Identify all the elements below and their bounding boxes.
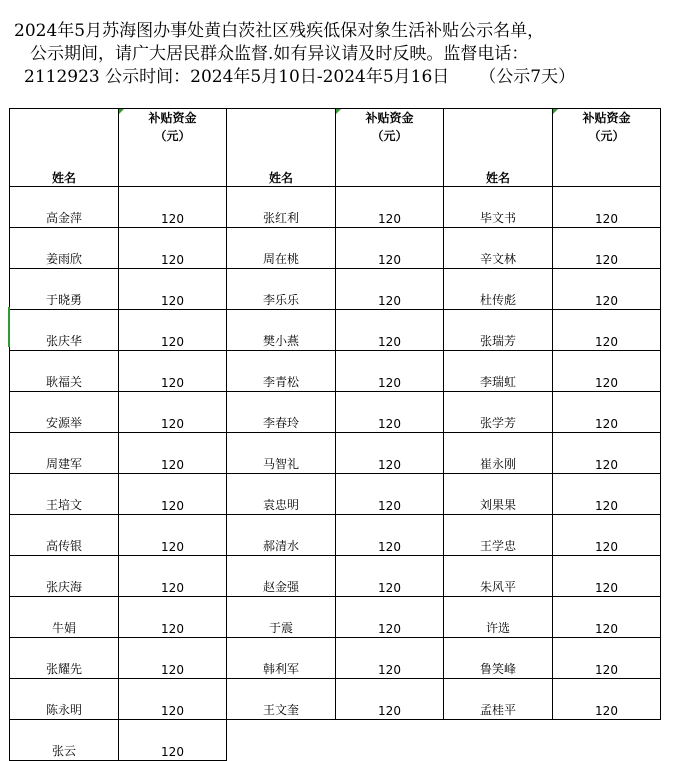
amount-cell[interactable]: 120 xyxy=(336,638,444,679)
row-selection-marker xyxy=(8,307,10,347)
name-cell[interactable]: 牛娟 xyxy=(10,597,119,638)
notice-line-2: 公示期间，请广大居民群众监督.如有异议请及时反映。监督电话： xyxy=(30,44,529,64)
name-cell[interactable]: 马智礼 xyxy=(227,433,336,474)
amount-cell[interactable]: 120 xyxy=(553,433,661,474)
publicity-duration: （公示7天） xyxy=(479,67,576,87)
name-cell[interactable]: 李瑞虹 xyxy=(444,351,553,392)
header-row xyxy=(10,109,661,187)
name-cell[interactable]: 李春玲 xyxy=(227,392,336,433)
empty-cell xyxy=(336,720,444,761)
name-cell[interactable]: 赵金强 xyxy=(227,556,336,597)
amount-cell[interactable]: 120 xyxy=(119,433,227,474)
amount-cell[interactable]: 120 xyxy=(119,187,227,228)
amount-cell[interactable]: 120 xyxy=(336,187,444,228)
name-cell[interactable]: 张耀先 xyxy=(10,638,119,679)
table-row xyxy=(10,597,661,638)
name-cell[interactable]: 王文奎 xyxy=(227,679,336,720)
table-row xyxy=(10,474,661,515)
amount-cell[interactable]: 120 xyxy=(119,638,227,679)
name-cell[interactable]: 毕文书 xyxy=(444,187,553,228)
table-row xyxy=(10,515,661,556)
amount-cell[interactable]: 120 xyxy=(336,433,444,474)
name-cell[interactable]: 周在桃 xyxy=(227,228,336,269)
amount-cell[interactable]: 120 xyxy=(553,187,661,228)
name-cell[interactable]: 杜传彪 xyxy=(444,269,553,310)
name-cell[interactable]: 郝清水 xyxy=(227,515,336,556)
empty-cell xyxy=(444,720,553,761)
name-header-3[interactable]: 姓名 xyxy=(444,109,553,187)
amount-cell[interactable]: 120 xyxy=(119,351,227,392)
amount-cell[interactable]: 120 xyxy=(119,269,227,310)
table-body xyxy=(10,187,661,761)
name-header-2[interactable]: 姓名 xyxy=(227,109,336,187)
amount-cell[interactable]: 120 xyxy=(119,720,227,761)
name-cell[interactable]: 张庆海 xyxy=(10,556,119,597)
table-row xyxy=(10,392,661,433)
name-cell[interactable]: 张红利 xyxy=(227,187,336,228)
table-row xyxy=(10,187,661,228)
name-cell[interactable]: 周建军 xyxy=(10,433,119,474)
table-row xyxy=(10,310,661,351)
amount-cell[interactable]: 120 xyxy=(336,310,444,351)
table-row xyxy=(10,351,661,392)
name-cell[interactable]: 朱风平 xyxy=(444,556,553,597)
name-cell[interactable]: 李青松 xyxy=(227,351,336,392)
name-cell[interactable]: 姜雨欣 xyxy=(10,228,119,269)
subsidy-table xyxy=(9,108,661,761)
empty-cell xyxy=(553,720,661,761)
name-cell[interactable]: 张学芳 xyxy=(444,392,553,433)
name-cell[interactable]: 孟桂平 xyxy=(444,679,553,720)
table-row xyxy=(10,720,661,761)
name-cell[interactable]: 袁忠明 xyxy=(227,474,336,515)
amount-cell[interactable]: 120 xyxy=(553,597,661,638)
name-cell[interactable]: 张瑞芳 xyxy=(444,310,553,351)
amount-cell[interactable]: 120 xyxy=(336,515,444,556)
amount-cell[interactable]: 120 xyxy=(336,392,444,433)
name-cell[interactable]: 安源举 xyxy=(10,392,119,433)
name-cell[interactable]: 高传银 xyxy=(10,515,119,556)
amount-cell[interactable]: 120 xyxy=(336,228,444,269)
name-cell[interactable]: 辛文林 xyxy=(444,228,553,269)
hotline-number: 2112923 xyxy=(24,67,100,87)
table-row xyxy=(10,679,661,720)
amount-cell[interactable]: 120 xyxy=(119,310,227,351)
comment-marker-icon xyxy=(119,109,124,114)
amount-cell[interactable]: 120 xyxy=(336,474,444,515)
amount-header-1[interactable]: 补贴资金 （元） xyxy=(119,109,227,187)
amount-cell[interactable]: 120 xyxy=(336,269,444,310)
name-cell[interactable]: 刘果果 xyxy=(444,474,553,515)
table-row xyxy=(10,433,661,474)
notice-line-3 xyxy=(14,66,684,89)
name-cell[interactable]: 王培文 xyxy=(10,474,119,515)
amount-cell[interactable]: 120 xyxy=(553,351,661,392)
amount-cell[interactable]: 120 xyxy=(119,679,227,720)
amount-header-2[interactable]: 补贴资金 （元） xyxy=(336,109,444,187)
amount-header-3[interactable]: 补贴资金 （元） xyxy=(553,109,661,187)
publicity-period: 公示时间：2024年5月10日-2024年5月16日 xyxy=(105,67,450,87)
amount-cell[interactable]: 120 xyxy=(119,474,227,515)
table-row xyxy=(10,638,661,679)
notice-line-1: 2024年5月苏海图办事处黄白茨社区残疾低保对象生活补贴公示名单， xyxy=(14,21,545,41)
amount-cell[interactable]: 120 xyxy=(553,228,661,269)
amount-cell[interactable]: 120 xyxy=(336,679,444,720)
name-header-1[interactable]: 姓名 xyxy=(10,109,119,187)
table-row xyxy=(10,556,661,597)
comment-marker-icon xyxy=(336,109,341,114)
amount-cell[interactable]: 120 xyxy=(336,556,444,597)
name-cell[interactable]: 于晓勇 xyxy=(10,269,119,310)
name-cell[interactable]: 耿福关 xyxy=(10,351,119,392)
name-cell[interactable]: 韩利军 xyxy=(227,638,336,679)
amount-cell[interactable]: 120 xyxy=(553,310,661,351)
amount-cell[interactable]: 120 xyxy=(553,556,661,597)
amount-cell[interactable]: 120 xyxy=(119,515,227,556)
amount-cell[interactable]: 120 xyxy=(119,228,227,269)
name-cell[interactable]: 张云 xyxy=(10,720,119,761)
amount-cell[interactable]: 120 xyxy=(553,679,661,720)
notice-text xyxy=(14,20,684,89)
name-cell[interactable]: 陈永明 xyxy=(10,679,119,720)
name-cell[interactable]: 樊小燕 xyxy=(227,310,336,351)
name-cell[interactable]: 崔永刚 xyxy=(444,433,553,474)
name-cell[interactable]: 高金萍 xyxy=(10,187,119,228)
name-cell[interactable]: 许选 xyxy=(444,597,553,638)
table-row xyxy=(10,228,661,269)
amount-cell[interactable]: 120 xyxy=(553,638,661,679)
empty-cell xyxy=(227,720,336,761)
amount-cell[interactable]: 120 xyxy=(119,597,227,638)
name-cell[interactable]: 张庆华 xyxy=(10,310,119,351)
table-row xyxy=(10,269,661,310)
amount-cell[interactable]: 120 xyxy=(336,351,444,392)
name-cell[interactable]: 李乐乐 xyxy=(227,269,336,310)
amount-cell[interactable]: 120 xyxy=(119,392,227,433)
amount-cell[interactable]: 120 xyxy=(553,269,661,310)
comment-marker-icon xyxy=(553,109,558,114)
name-cell[interactable]: 于震 xyxy=(227,597,336,638)
amount-cell[interactable]: 120 xyxy=(336,597,444,638)
name-cell[interactable]: 王学忠 xyxy=(444,515,553,556)
name-cell[interactable]: 鲁笑峰 xyxy=(444,638,553,679)
amount-cell[interactable]: 120 xyxy=(553,515,661,556)
amount-cell[interactable]: 120 xyxy=(119,556,227,597)
amount-cell[interactable]: 120 xyxy=(553,474,661,515)
amount-cell[interactable]: 120 xyxy=(553,392,661,433)
